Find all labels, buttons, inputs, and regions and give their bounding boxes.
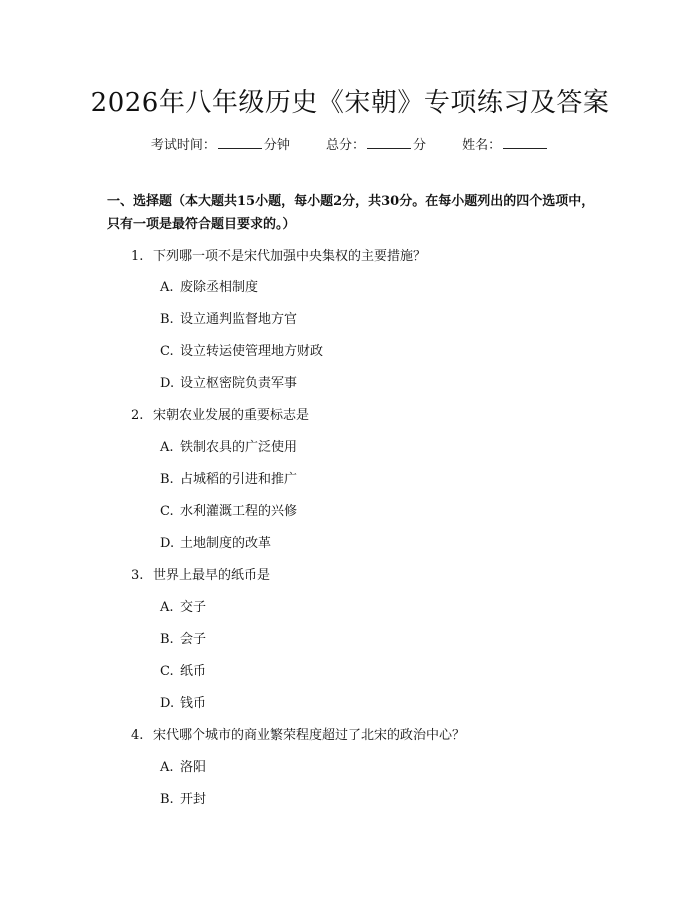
option-text: 钱币 bbox=[180, 696, 207, 711]
option-2d bbox=[160, 532, 271, 551]
question-2 bbox=[131, 404, 309, 423]
option-text: 设立枢密院负责军事 bbox=[180, 376, 298, 391]
option-letter: B. bbox=[160, 632, 174, 647]
question-text: 宋朝农业发展的重要标志是 bbox=[153, 408, 310, 423]
option-text: 水利灌溉工程的兴修 bbox=[180, 504, 298, 519]
option-letter: D. bbox=[160, 376, 175, 391]
exam-info-line bbox=[0, 134, 700, 153]
option-3a bbox=[160, 596, 206, 615]
total-score-unit: 分 bbox=[413, 138, 427, 153]
option-letter: B. bbox=[160, 472, 174, 487]
document-title: 2026年八年级历史《宋朝》专项练习及答案 bbox=[90, 88, 610, 118]
total-score-blank bbox=[367, 136, 411, 149]
option-letter: C. bbox=[160, 504, 174, 519]
option-1a bbox=[160, 276, 258, 295]
option-text: 开封 bbox=[180, 792, 207, 807]
option-3d bbox=[160, 692, 206, 711]
option-letter: B. bbox=[160, 312, 174, 327]
option-1d bbox=[160, 372, 297, 391]
question-text: 下列哪一项不是宋代加强中央集权的主要措施？ bbox=[153, 249, 427, 264]
question-number: 4. bbox=[131, 728, 144, 743]
question-number: 3. bbox=[131, 568, 144, 583]
option-letter: C. bbox=[160, 664, 174, 679]
question-text: 宋代哪个城市的商业繁荣程度超过了北宋的政治中心？ bbox=[153, 728, 466, 743]
option-2a bbox=[160, 436, 297, 455]
option-letter: A. bbox=[160, 600, 174, 615]
name-blank bbox=[503, 136, 547, 149]
name-label: 姓名： bbox=[462, 138, 502, 153]
option-4b bbox=[160, 788, 206, 807]
option-letter: A. bbox=[160, 440, 174, 455]
option-text: 纸币 bbox=[180, 664, 207, 679]
option-text: 设立转运使管理地方财政 bbox=[180, 344, 324, 359]
option-letter: D. bbox=[160, 536, 175, 551]
question-text: 世界上最早的纸币是 bbox=[153, 568, 271, 583]
option-3c bbox=[160, 660, 206, 679]
total-score-field bbox=[326, 134, 426, 153]
section-heading: 一、选择题（本大题共15小题，每小题2分，共30分。在每小题列出的四个选项中，只有一项是最符合题目要求的。） bbox=[107, 194, 595, 232]
option-text: 占城稻的引进和推广 bbox=[180, 472, 298, 487]
exam-time-unit: 分钟 bbox=[263, 138, 290, 153]
question-number: 2. bbox=[131, 408, 144, 423]
question-number: 1. bbox=[131, 249, 144, 264]
option-1b bbox=[160, 308, 297, 327]
option-text: 废除丞相制度 bbox=[180, 280, 259, 295]
option-3b bbox=[160, 628, 206, 647]
total-score-label: 总分： bbox=[325, 138, 365, 153]
option-letter: C. bbox=[160, 344, 174, 359]
exam-time-blank bbox=[218, 136, 262, 149]
option-letter: D. bbox=[160, 696, 175, 711]
question-4 bbox=[131, 724, 465, 743]
option-letter: A. bbox=[160, 760, 174, 775]
option-text: 土地制度的改革 bbox=[180, 536, 272, 551]
option-1c bbox=[160, 340, 323, 359]
option-2c bbox=[160, 500, 297, 519]
question-1 bbox=[131, 245, 426, 264]
option-text: 设立通判监督地方官 bbox=[180, 312, 298, 327]
option-2b bbox=[160, 468, 297, 487]
exam-time-field bbox=[151, 134, 290, 153]
option-text: 会子 bbox=[180, 632, 207, 647]
option-text: 交子 bbox=[180, 600, 207, 615]
question-3 bbox=[131, 564, 270, 583]
option-4a bbox=[160, 756, 206, 775]
option-text: 洛阳 bbox=[180, 760, 207, 775]
option-text: 铁制农具的广泛使用 bbox=[180, 440, 298, 455]
name-field bbox=[462, 134, 549, 153]
option-letter: B. bbox=[160, 792, 174, 807]
option-letter: A. bbox=[160, 280, 174, 295]
exam-time-label: 考试时间： bbox=[150, 138, 216, 153]
